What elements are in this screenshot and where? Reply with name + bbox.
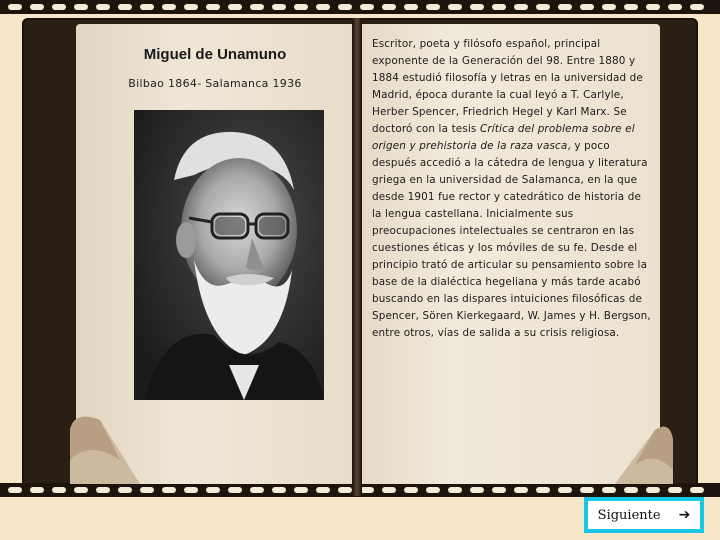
thesis-title: Crítica del problema sobre el origen y prehistoria de la raza vasca	[372, 123, 635, 152]
page-curl-right-decoration	[615, 410, 675, 484]
arrow-right-icon: ➔	[678, 507, 691, 523]
biography-part-1: Escritor, poeta y filósofo español, principal exponente de la Generación del 98. Entre 1880 y 1884 estudió filosofía y letras en la universidad de Madrid, época durante la cual leyó a T. Carlyle, Herber Spencer, Friedrich Hegel y Karl Marx. Se doctoró con la tesis	[372, 38, 643, 135]
biography-text	[372, 36, 652, 342]
author-portrait	[134, 110, 324, 400]
author-dates: Bilbao 1864- Salamanca 1936	[128, 77, 302, 90]
author-name: Miguel de Unamuno	[143, 46, 287, 63]
top-border-decoration	[0, 0, 720, 14]
biography-part-2: , y poco después accedió a la cátedra de lengua y literatura griega en la universidad de Salamanca, en la que desde 1901 fue rector y catedrático de historia de la lengua castellana. Inicialmente sus preocupaciones intelectuales se centraron en las cuestiones éticas y los móviles de su fe. Desde el principio trató de articular su pensamiento sobre la base de la dialéctica hegeliana y más tarde acabó buscando en las dispares intuiciones filosóficas de Spencer, Sören Kierkegaard, W. James y H. Bergson, entre otros, vías de salida a su crisis religiosa.	[372, 140, 651, 339]
page-curl-left-decoration	[60, 400, 140, 484]
book-spine	[352, 18, 362, 496]
next-button[interactable]	[584, 497, 704, 533]
next-button-label: Siguiente	[597, 507, 661, 523]
